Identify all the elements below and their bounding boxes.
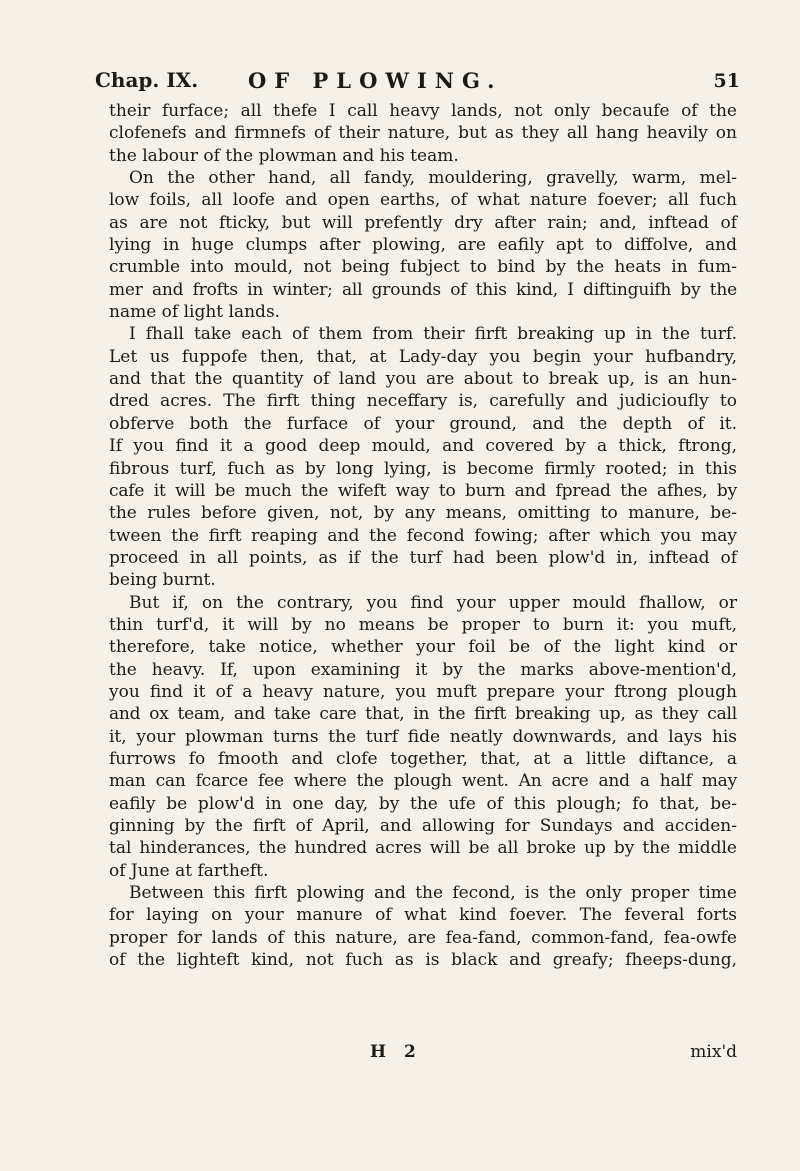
text-line: therefore, take notice, whether your foil be of the light kind or [109,637,737,658]
text-line: tal hinderances, the hundred acres will be all broke up by the middle [109,838,737,859]
signature-mark: H 2 [370,1042,422,1062]
text-line: and ox team, and take care that, in the firft breaking up, as they call [109,704,737,725]
text-line: crumble into mould, not being fubject to bind by the heats in fum- [109,257,737,278]
text-line: Between this firft plowing and the fecond, is the only proper time [129,883,737,904]
body-text [109,100,737,971]
text-line: the rules before given, not, by any means, omitting to manure, be- [109,503,737,524]
text-line: you find it of a heavy nature, you muft prepare your ftrong plough [109,681,737,702]
text-line: furrows fo fmooth and clofe together, that, at a little diftance, a [109,748,737,769]
text-line: Let us fuppofe then, that, at Lady-day you begin your hufbandry, [109,346,737,367]
text-line: lying in huge clumps after plowing, are eafily apt to diffolve, and [109,235,737,256]
page-number: 51 [713,70,740,92]
text-line: If you find it a good deep mould, and covered by a thick, ftrong, [109,436,737,457]
text-line: it, your plowman turns the turf fide neatly downwards, and lays his [109,726,737,747]
text-line: name of light lands. [109,302,281,323]
text-line: ginning by the firft of April, and allowing for Sundays and acciden- [109,816,737,836]
running-title: OF PLOWING. [248,68,503,93]
text-line: as are not fticky, but will prefently dry after rain; and, inftead of [109,212,737,233]
text-line: low foils, all loofe and open earths, of what nature foever; all fuch [109,190,737,211]
text-line: of the lighteft kind, not fuch as is black and greafy; fheeps-dung, [109,950,737,971]
text-line: of June at fartheft. [109,860,269,881]
text-line: obferve both the furface of your ground, and the depth of it. [109,413,737,434]
running-header [95,68,740,98]
text-line: proceed in all points, as if the turf had been plow'd in, inftead of [109,547,737,568]
catchword: mix'd [690,1042,737,1062]
text-line: On the other hand, all fandy, mouldering, gravelly, warm, mel- [129,168,737,189]
text-line: being burnt. [109,570,216,591]
text-line: mer and frofts in winter; all grounds of this kind, I diftinguifh by the [109,279,737,300]
text-line: their furface; all thefe I call heavy lands, not only becaufe of the [109,101,737,121]
text-line: thin turf'd, it will by no means be proper to burn it: you muft, [109,614,737,635]
text-line: the labour of the plowman and his team. [109,145,459,166]
text-line: fibrous turf, fuch as by long lying, is become firmly rooted; in this [109,458,737,479]
text-line: man can fcarce fee where the plough went. An acre and a half may [109,771,737,792]
text-line: clofenefs and firmnefs of their nature, but as they all hang heavily on [109,123,737,144]
text-line: and that the quantity of land you are about to break up, is an hun- [109,369,737,390]
text-line: dred acres. The firft thing neceffary is, carefully and judicioufly to [109,391,737,412]
text-line: proper for lands of this nature, are fea-fand, common-fand, fea-owfe [109,927,737,948]
text-line: eafily be plow'd in one day, by the ufe of this plough; fo that, be- [109,793,737,814]
text-line: cafe it will be much the wifeft way to burn and fpread the afhes, by [109,480,737,501]
text-line: for laying on your manure of what kind foever. The feveral forts [109,905,737,926]
text-line: the heavy. If, upon examining it by the marks above-mention'd, [109,659,737,680]
page-footer [109,1042,737,1066]
text-line: But if, on the contrary, you find your upper mould fhallow, or [129,592,737,613]
text-line: tween the firft reaping and the fecond fowing; after which you may [109,525,737,546]
text-line: I fhall take each of them from their firft breaking up in the turf. [129,324,737,345]
chapter-label: Chap. IX. [95,68,199,92]
